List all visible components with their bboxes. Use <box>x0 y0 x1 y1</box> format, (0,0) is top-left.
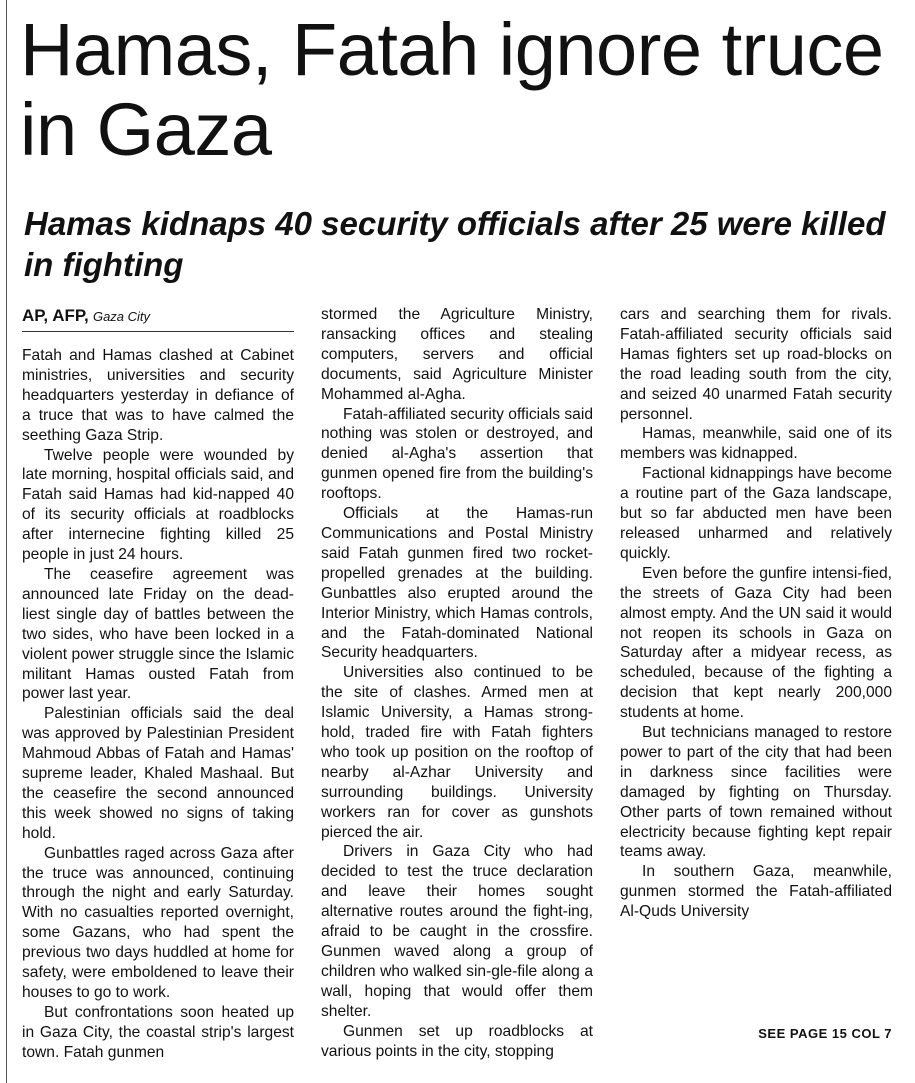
paragraph: The ceasefire agreement was announced late Friday on the dead-liest single day of battles between the two sides, who have been locked in a violent power struggle since the Islamic militant Hamas ousted Fatah from power last year. <box>22 565 294 703</box>
headline: Hamas, Fatah ignore truce in Gaza <box>20 8 884 171</box>
paragraph: Even before the gunfire intensi-fied, the streets of Gaza City had been almost empty. And the UN said it would not reopen its schools in Gaza on Saturday after a midyear recess, as scheduled, because of the fighting a decision that kept nearly 200,000 students at home. <box>620 564 892 722</box>
paragraph: Universities also continued to be the site of clashes. Armed men at Islamic University, a Hamas strong-hold, traded fire with Fatah fighters who took up position on the rooftop of nearby al-Azhar University and surrounding buildings. University workers ran for cover as gunshots pierced the air. <box>321 664 593 841</box>
paragraph: Fatah and Hamas clashed at Cabinet ministries, universities and security headquarters yesterday in defiance of a truce that was to have calmed the seething Gaza Strip. <box>22 347 294 444</box>
article-column-2 <box>321 305 593 1061</box>
page-left-rule <box>6 0 7 1083</box>
paragraph: Drivers in Gaza City who had decided to test the truce declaration and leave their homes sought alternative routes around the fight-ing, afraid to be caught in the crossfire. Gunmen waved along a group of children who walked sin-gle-file along a wall, hoping that would offer them shelter. <box>321 843 593 1020</box>
byline-agencies: AP, AFP, <box>22 306 89 325</box>
paragraph: Factional kidnappings have become a routine part of the Gaza landscape, but so far abducted men have been released unharmed and relatively quickly. <box>620 465 892 562</box>
byline-place: Gaza City <box>92 309 151 324</box>
paragraph: cars and searching them for rivals. Fatah-affiliated security officials said Hamas fighters set up road-blocks on the road leading south from the city, and seized 40 unarmed Fatah security personnel. <box>620 306 892 423</box>
paragraph: But confrontations soon heated up in Gaza City, the coastal strip's largest town. Fatah gunmen <box>22 1003 294 1061</box>
paragraph: Twelve people were wounded by late morning, hospital officials said, and Fatah said Hamas had kid-napped 40 of its security officials at roadblocks after internecine fighting killed 25 people in just 24 hours. <box>22 446 294 564</box>
subheadline: Hamas kidnaps 40 security officials after 25 were killed in fighting <box>24 205 886 283</box>
paragraph: Hamas, meanwhile, said one of its members was kidnapped. <box>620 425 892 463</box>
jump-line: SEE PAGE 15 COL 7 <box>758 1026 892 1041</box>
paragraph: Gunbattles raged across Gaza after the truce was announced, continuing through the night and early Saturday. With no casualties reported overnight, some Gazans, who had spent the previous two days huddled at home for safety, were emboldened to leave their houses to go to work. <box>22 844 294 1001</box>
paragraph: Officials at the Hamas-run Communications and Postal Ministry said Fatah gunmen fired two rocket-propelled grenades at the building. Gunbattles also erupted around the Interior Ministry, which Hamas controls, and the Fatah-dominated National Security headquarters. <box>321 505 593 662</box>
byline <box>22 305 294 332</box>
paragraph: In southern Gaza, meanwhile, gunmen stormed the Fatah-affiliated Al-Quds University <box>620 863 892 921</box>
article-column-1 <box>22 305 294 1063</box>
paragraph: Palestinian officials said the deal was approved by Palestinian President Mahmoud Abbas of Fatah and Hamas' supreme leader, Khaled Mashaal. But the ceasefire the second announced this week showed no signs of taking hold. <box>22 705 294 842</box>
paragraph: Gunmen set up roadblocks at various points in the city, stopping <box>321 1022 593 1060</box>
article-column-3 <box>620 305 892 922</box>
paragraph: But technicians managed to restore power to part of the city that had been in darkness since facilities were damaged by fighting on Thursday. Other parts of town remained without electricity because fighting kept repair teams away. <box>620 724 892 861</box>
paragraph: Fatah-affiliated security officials said nothing was stolen or destroyed, and denied al-Agha's assertion that gunmen opened fire from the building's rooftops. <box>321 405 593 503</box>
paragraph: stormed the Agriculture Ministry, ransacking offices and stealing computers, servers and official documents, said Agriculture Minister Mohammed al-Agha. <box>321 306 593 403</box>
